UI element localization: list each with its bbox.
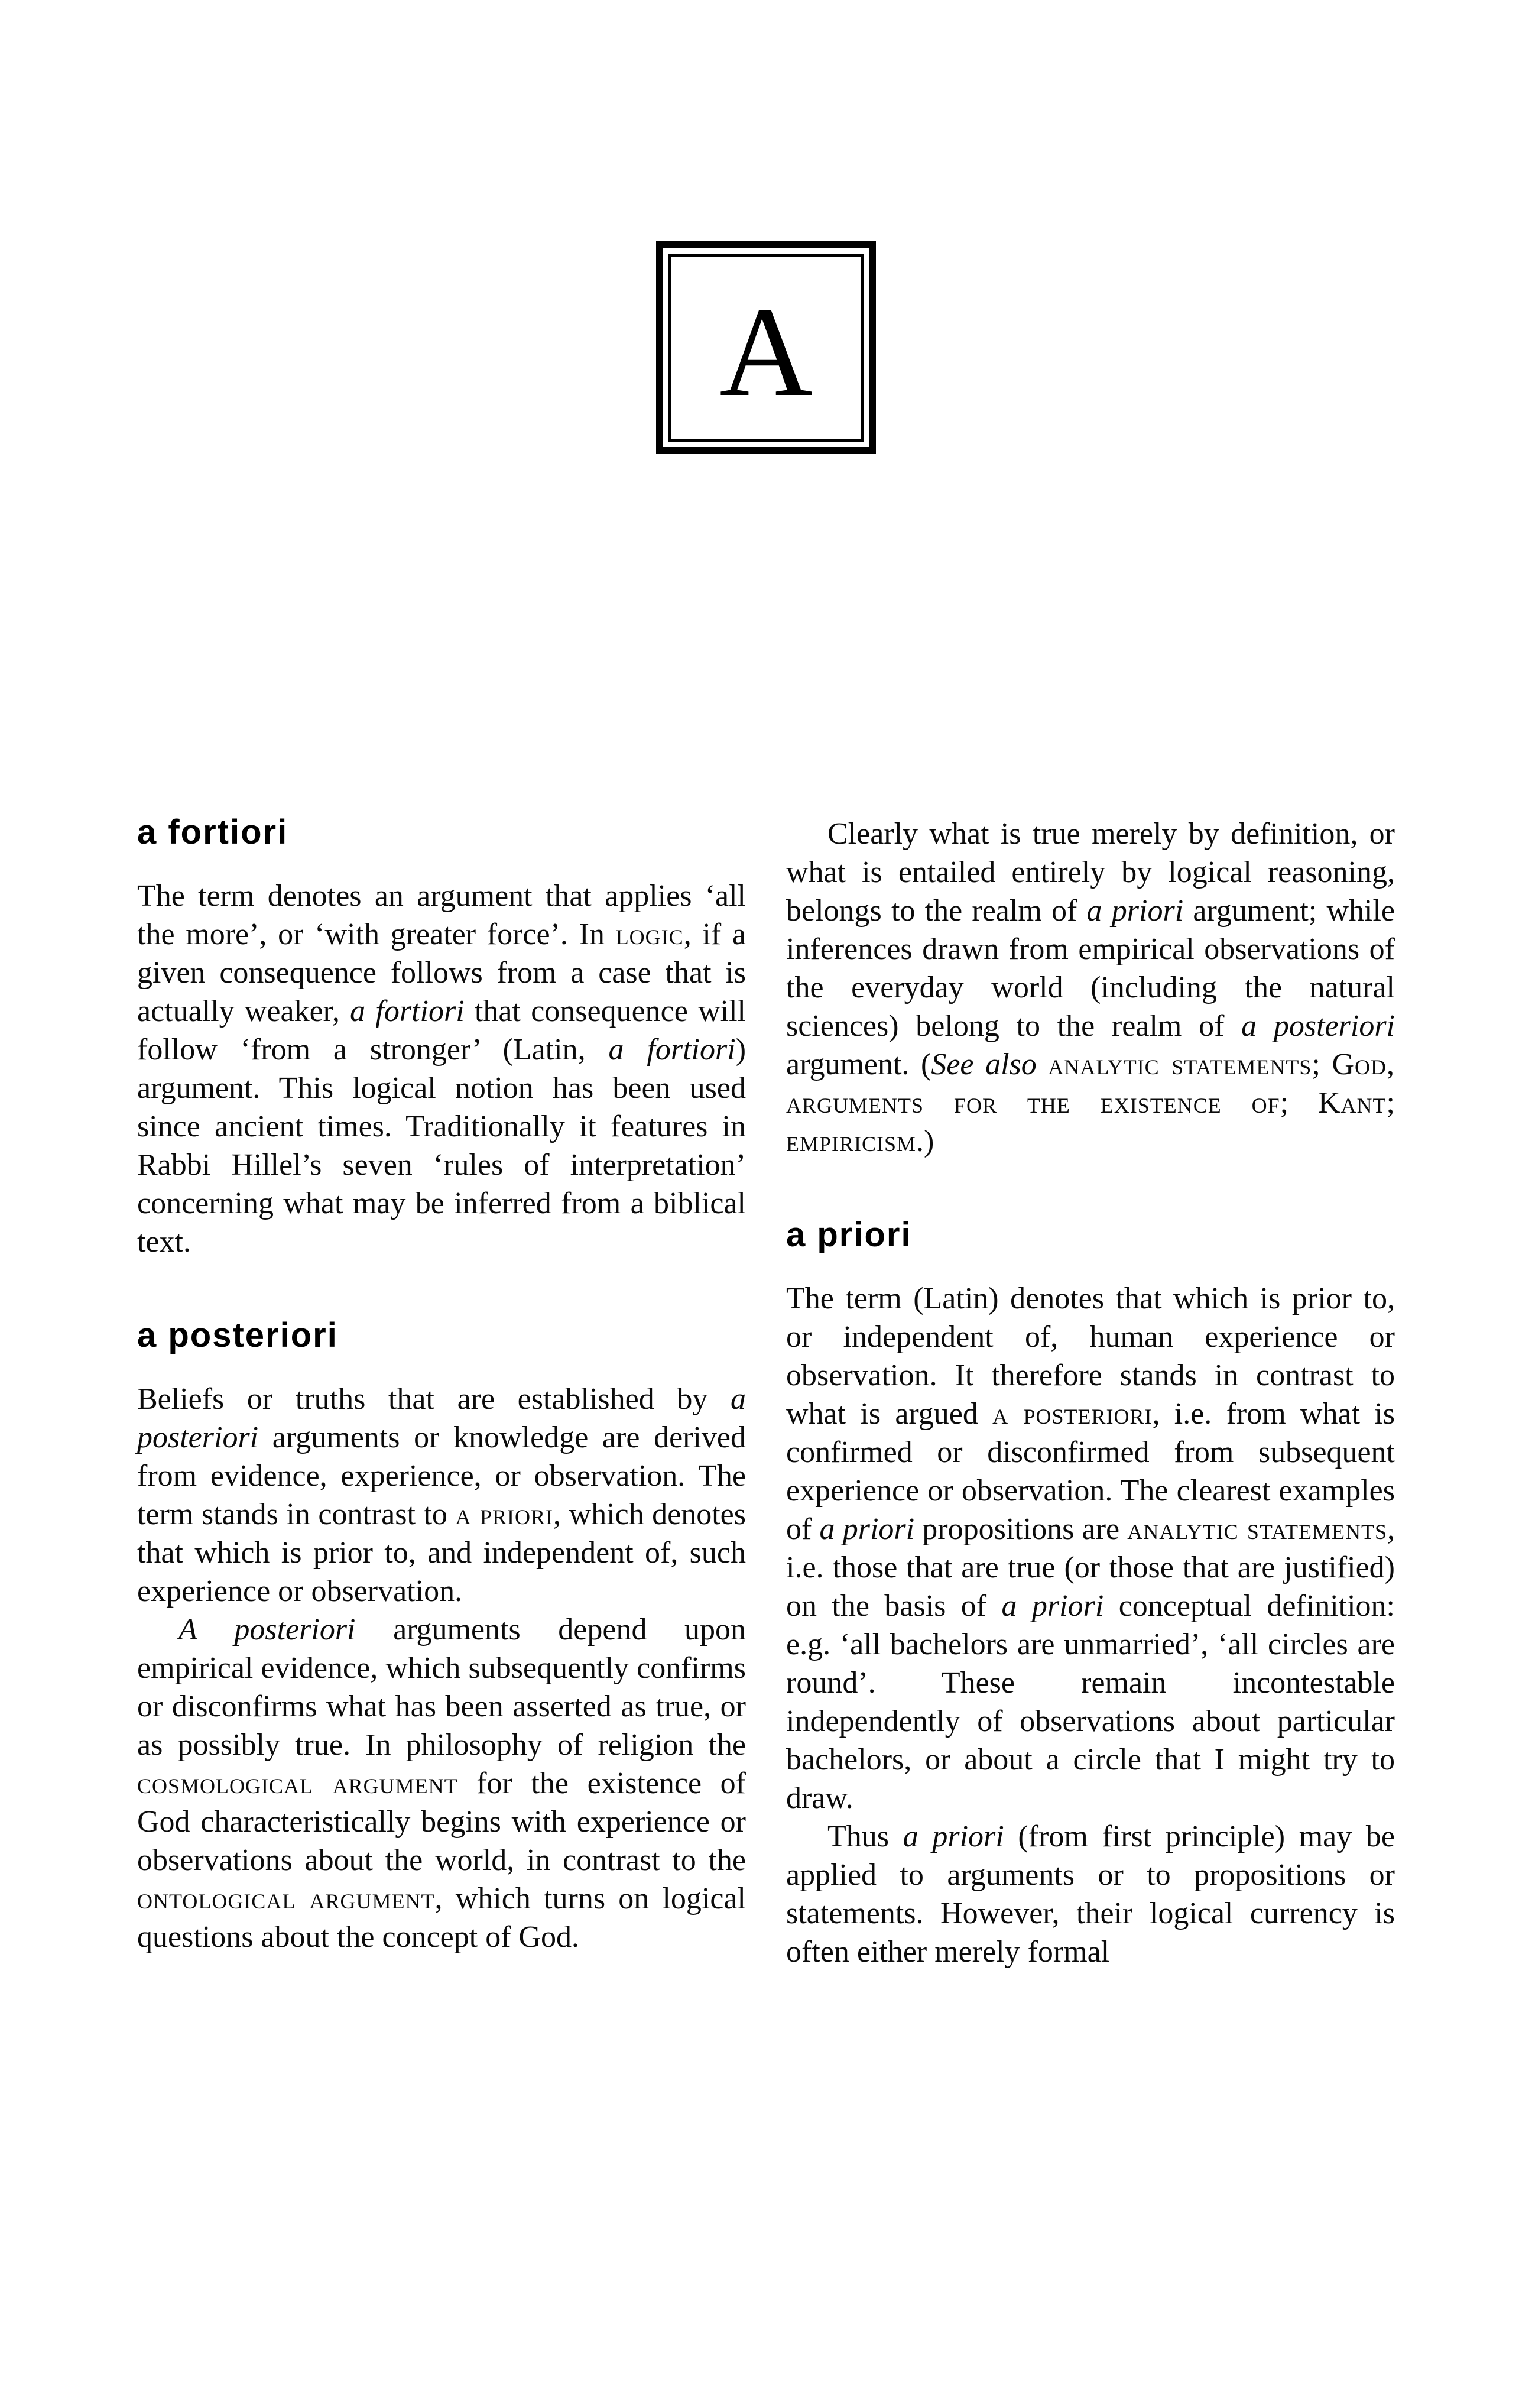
text-run-roman: ; (1280, 1086, 1318, 1120)
right-column (786, 815, 1395, 1971)
text-run-roman: .) (916, 1124, 934, 1158)
text-run-roman: Thus (827, 1819, 903, 1853)
text-run-smallcaps: analytic statements (1048, 1048, 1312, 1081)
text-run-roman: , which denotes that which is prior to, and independent of, such experience or observation. (137, 1497, 746, 1608)
text-run-italic: a priori (1001, 1589, 1104, 1623)
section-letter-box (656, 241, 876, 454)
text-run-roman: Beliefs or truths that are established by (137, 1382, 731, 1416)
paragraph (137, 877, 746, 1261)
text-run-roman: for the existence of God characteristically begins with experience or observations about the world, in contrast to the (137, 1766, 746, 1877)
text-run-roman: ; (1312, 1048, 1332, 1081)
text-run-roman (1037, 1048, 1049, 1081)
left-column (137, 815, 746, 1971)
text-run-roman: , i.e. those that are true (or those that are justified) on the basis of (786, 1512, 1395, 1623)
section-letter-box-inner (668, 254, 864, 442)
text-run-smallcaps: Kant (1318, 1086, 1387, 1120)
text-run-smallcaps: a posteriori (992, 1396, 1153, 1431)
text-run-roman: argument; while inferences drawn from empirical observations of the everyday world (including the natural sciences) belong to the realm of (786, 894, 1395, 1043)
text-run-roman: Clearly what is true merely by definition, or what is entailed entirely by logical reasoning, belongs to the realm of (786, 817, 1395, 928)
paragraph (137, 1610, 746, 1956)
entry-heading: a posteriori (137, 1315, 338, 1354)
text-run-smallcaps: empiricism (786, 1124, 917, 1158)
text-run-roman: The term denotes an argument that applies ‘all the more’, or ‘with greater force’. In (137, 879, 746, 951)
paragraph (786, 1279, 1395, 1817)
text-run-smallcaps: ontological argument (137, 1881, 435, 1916)
text-run-roman: , i.e. from what is confirmed or disconfirmed from subsequent experience or observation. The clearest examples of (786, 1396, 1395, 1546)
text-run-italic: See also (931, 1048, 1037, 1081)
text-run-roman: , which turns on logical questions about the concept of God. (137, 1881, 746, 1954)
text-run-italic: a posteriori (1241, 1009, 1395, 1043)
text-run-smallcaps: analytic statements (1127, 1512, 1387, 1546)
text-run-italic: a priori (903, 1819, 1004, 1853)
text-run-roman: argument. ( (786, 1048, 931, 1081)
text-run-italic: a priori (1086, 894, 1184, 928)
text-run-roman: arguments depend upon empirical evidence, which subsequently confirms or disconfirms what has been asserted as true, or as possibly true. In philosophy of religion the (137, 1612, 746, 1762)
book-page (0, 241, 1532, 2408)
entry-heading: a fortiori (137, 813, 288, 851)
entry-heading: a priori (786, 1216, 912, 1254)
text-run-roman: conceptual definition: e.g. ‘all bachelors are unmarried’, ‘all circles are round’. These remain incontestable independently of observations about particular bachelors, or about a circle that I might try to draw. (786, 1589, 1395, 1815)
text-run-roman: (from first principle) may be applied to arguments or to propositions or statements. However, their logical currency is often either merely formal (786, 1819, 1395, 1969)
text-run-italic: a fortiori (350, 994, 465, 1028)
text-run-smallcaps: a priori (455, 1497, 553, 1531)
text-run-roman: The term (Latin) denotes that which is prior to, or independent of, human experience or observation. It therefore stands in contrast to what is argued (786, 1281, 1395, 1431)
paragraph (786, 1817, 1395, 1971)
text-run-roman: that consequence will follow ‘from a stronger’ (Latin, (137, 994, 746, 1067)
text-run-italic: A posteriori (178, 1612, 356, 1647)
text-run-smallcaps: God, arguments for the existence of (786, 1048, 1395, 1120)
paragraph (786, 815, 1395, 1161)
text-run-smallcaps: logic (615, 917, 684, 951)
text-run-smallcaps: cosmological argument (137, 1766, 458, 1800)
text-run-roman: arguments or knowledge are derived from evidence, experience, or observation. The term stands in contrast to (137, 1420, 746, 1531)
text-run-italic: a posteriori (137, 1382, 746, 1454)
text-run-italic: a fortiori (608, 1032, 736, 1067)
two-column-text (137, 815, 1395, 1971)
text-run-roman: ) argument. This logical notion has been used since ancient times. Traditionally it features in Rabbi Hillel’s seven ‘rules of interpretation’ concerning what may be inferred from a biblical text. (137, 1032, 746, 1259)
paragraph (137, 1380, 746, 1610)
section-letter: A (719, 281, 813, 423)
text-run-roman: ; (1386, 1086, 1395, 1120)
text-run-roman: propositions are (914, 1512, 1128, 1546)
text-run-roman: , if a given consequence follows from a case that is actually weaker, (137, 917, 746, 1028)
text-run-italic: a priori (819, 1512, 915, 1546)
